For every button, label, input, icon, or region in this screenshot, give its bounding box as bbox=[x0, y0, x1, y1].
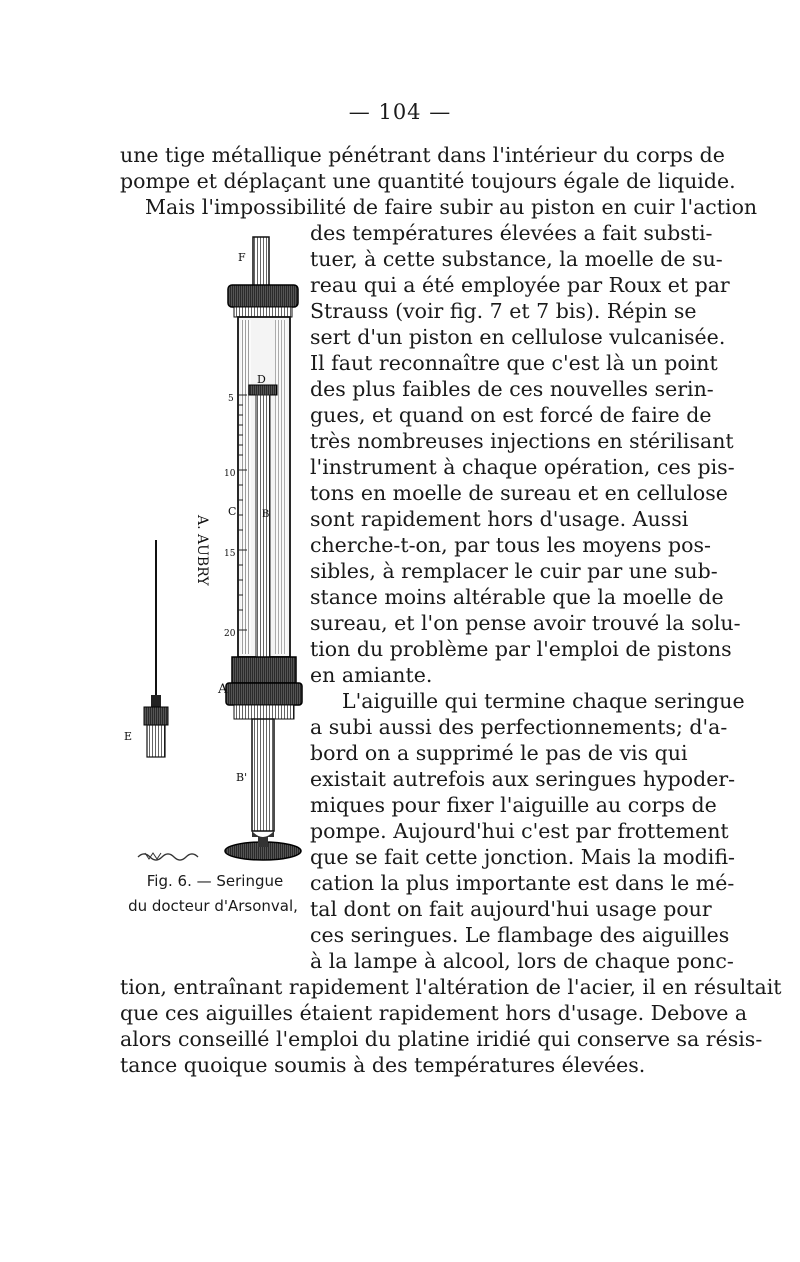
text-line: sert d'un piston en cellulose vulcanisée. bbox=[310, 325, 726, 349]
figure-caption-line-1: Fig. 6. — Seringue bbox=[146, 872, 284, 890]
piston-head bbox=[249, 385, 277, 395]
label-20: 20 bbox=[224, 629, 236, 639]
figure-caption-line-2: du docteur d'Arsonval, bbox=[128, 897, 298, 915]
text-line: gues, et quand on est forcé de faire de bbox=[310, 403, 712, 427]
text-line: sureau, et l'on pense avoir trouvé la solu- bbox=[310, 611, 741, 635]
piston-rod bbox=[256, 395, 270, 657]
text-line: que ces aiguilles étaient rapidement hors d'usage. Debove a bbox=[120, 1001, 748, 1025]
text-line: ces seringues. Le flambage des aiguilles bbox=[310, 923, 730, 947]
text-line: sont rapidement hors d'usage. Aussi bbox=[310, 507, 689, 531]
text-line: Il faut reconnaître que c'est là un point bbox=[310, 351, 718, 375]
text-line: bord on a supprimé le pas de vis qui bbox=[310, 741, 688, 765]
label-b-prime: B' bbox=[236, 771, 248, 784]
text-line: cherche-t-on, par tous les moyens pos- bbox=[310, 533, 711, 557]
text-line: à la lampe à alcool, lors de chaque ponc- bbox=[310, 949, 734, 973]
syringe-illustration bbox=[110, 225, 320, 925]
label-10: 10 bbox=[224, 469, 236, 479]
label-c: C bbox=[228, 505, 237, 518]
label-b: B bbox=[262, 509, 270, 520]
text-line: miques pour fixer l'aiguille au corps de bbox=[310, 793, 717, 817]
text-line: Strauss (voir fig. 7 et 7 bis). Répin se bbox=[310, 299, 697, 323]
label-5: 5 bbox=[228, 394, 234, 404]
text-line: L'aiguille qui termine chaque seringue bbox=[342, 689, 745, 713]
label-e: E bbox=[124, 730, 133, 743]
text-line: des plus faibles de ces nouvelles serin- bbox=[310, 377, 714, 401]
text-line: tuer, à cette substance, la moelle de su- bbox=[310, 247, 723, 271]
maker-mark: A. AUBRY bbox=[194, 515, 210, 586]
text-line: Mais l'impossibilité de faire subir au piston en cuir l'action bbox=[145, 195, 758, 219]
page-number: — 104 — bbox=[348, 100, 452, 124]
text-line: sibles, à remplacer le cuir par une sub- bbox=[310, 559, 718, 583]
text-line: tons en moelle de sureau et en cellulose bbox=[310, 481, 728, 505]
text-line: une tige métallique pénétrant dans l'intérieur du corps de bbox=[120, 143, 725, 167]
text-line: stance moins altérable que la moelle de bbox=[310, 585, 724, 609]
label-a: A bbox=[218, 682, 228, 697]
text-line: tion du problème par l'emploi de pistons bbox=[310, 637, 732, 661]
text-line: l'instrument à chaque opération, ces pis- bbox=[310, 455, 735, 479]
nozzle bbox=[253, 237, 269, 287]
text-line: tion, entraînant rapidement l'altération de l'acier, il en résultait bbox=[120, 975, 782, 999]
engraver-mark bbox=[138, 854, 198, 860]
plunger-rod bbox=[252, 719, 274, 831]
text-line: a subi aussi des perfectionnements; d'a- bbox=[310, 715, 728, 739]
text-line: que se fait cette jonction. Mais la modifi- bbox=[310, 845, 735, 869]
text-line: cation la plus importante est dans le mé- bbox=[310, 871, 735, 895]
syringe-figure bbox=[110, 225, 320, 925]
needle-hub bbox=[151, 695, 161, 707]
label-f: F bbox=[238, 251, 246, 264]
text-line: en amiante. bbox=[310, 663, 433, 687]
text-line: alors conseillé l'emploi du platine iridié qui conserve sa résis- bbox=[120, 1027, 763, 1051]
text-line: tance quoique soumis à des températures élevées. bbox=[120, 1053, 646, 1077]
label-d: D bbox=[257, 373, 266, 386]
text-line: pompe et déplaçant une quantité toujours égale de liquide. bbox=[120, 169, 736, 193]
text-line: des températures élevées a fait substi- bbox=[310, 221, 713, 245]
top-cap bbox=[228, 285, 298, 307]
text-line: reau qui a été employée par Roux et par bbox=[310, 273, 730, 297]
bottom-collar bbox=[232, 657, 296, 683]
text-line: existait autrefois aux seringues hypoder- bbox=[310, 767, 736, 791]
text-line: tal dont on fait aujourd'hui usage pour bbox=[310, 897, 712, 921]
text-line: très nombreuses injections en stérilisant bbox=[310, 429, 734, 453]
text-line: pompe. Aujourd'hui c'est par frottement bbox=[310, 819, 729, 843]
label-15: 15 bbox=[224, 549, 236, 559]
